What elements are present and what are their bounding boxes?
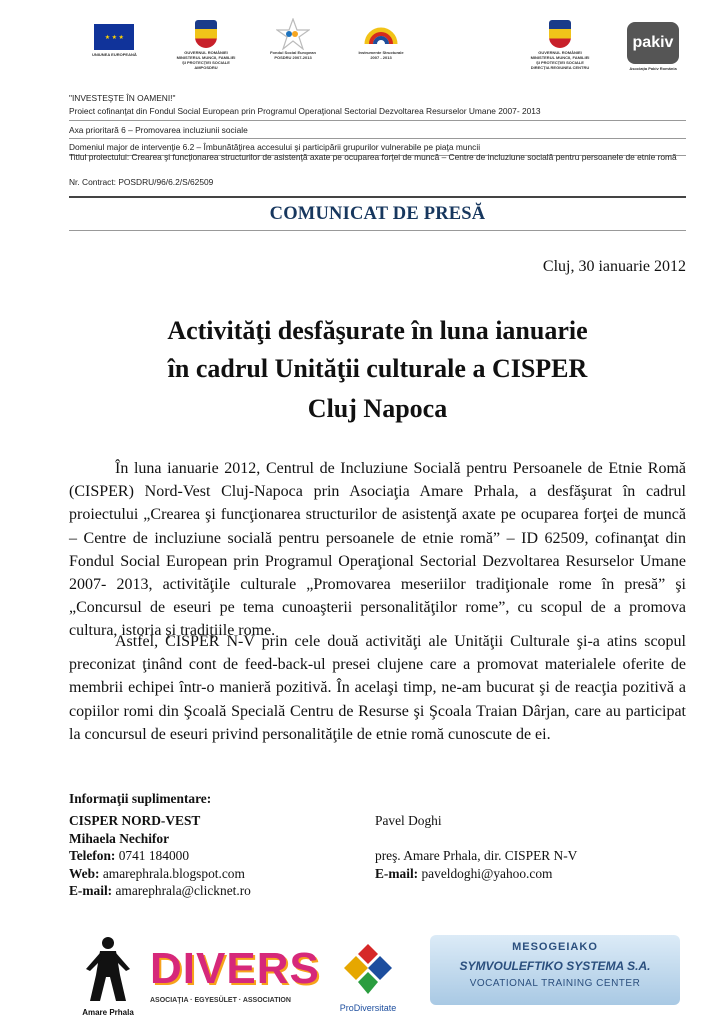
- body-paragraph-2-text: Astfel, CISPER N-V prin cele două activităţi ale Unităţii Culturale şi-a atins scopul preconizat ţinând cont de feed-back-ul presei clujene care a promovat materialele oferite de membrii echipei într-o manieră pozitivă. În acelaşi timp, ne-am bucurat şi de reacţia pozitivă a copiilor romi din Şcoală Specială Centru de Resurse şi Şcoala Traian Dârjan, care au participat la concursul de eseuri privind personalităţile de etnie romă cunoscute de ei.: [69, 633, 686, 743]
- government-logo-amposdru: [168, 20, 244, 70]
- info-left-column: [69, 812, 251, 900]
- mesogeiako-logo: [430, 935, 680, 1005]
- government-caption-2: GUVERNUL ROMÂNIEI MINISTERUL MUNCII, FAMILIEI ŞI PROTECŢIEI SOCIALE DIRECŢIA REGIUNEA CENTRU: [530, 50, 590, 70]
- info-heading-text: Informaţii suplimentare:: [69, 791, 212, 806]
- header-divider: [69, 138, 686, 139]
- puzzle-figures-icon: [338, 938, 398, 1000]
- sun-icon: [361, 18, 401, 50]
- eu-flag-icon: ★ ★ ★: [94, 24, 134, 50]
- president-email-link[interactable]: paveldoghi@yahoo.com: [418, 865, 553, 881]
- email-link[interactable]: amarephrala@clicknet.ro: [112, 883, 251, 899]
- phone-value: 0741 184000: [115, 848, 190, 864]
- document-title-line-2: în cadrul Unităţii culturale a CISPER: [167, 354, 588, 383]
- amare-prhala-label: Amare Prhala: [82, 1008, 134, 1017]
- header-slogan: "INVESTEŞTE ÎN OAMENI!": [69, 93, 176, 103]
- star-icon: [276, 18, 310, 50]
- body-paragraph-1: [69, 457, 686, 643]
- government-logo-centru: [520, 20, 600, 70]
- divers-subtitle: ASOCIAŢIA · EGYESÜLET · ASSOCIATION: [150, 997, 291, 1004]
- web-label: Web:: [69, 865, 100, 881]
- romania-crest-icon-2: [549, 20, 571, 48]
- president-email-label: E-mail:: [375, 865, 419, 881]
- fse-caption: Fondul Social European POSDRU 2007-2013: [270, 50, 316, 60]
- president-name: Pavel Doghi: [375, 813, 442, 828]
- header-axis: Axa prioritară 6 – Promovarea incluziunii sociale: [69, 125, 248, 135]
- mesogeiako-line-2: SYMVOULEFTIKO SYSTEMA S.A.: [459, 959, 651, 973]
- body-paragraph-1-text: În luna ianuarie 2012, Centrul de Incluziune Socială pentru Persoanele de Etnie Romă (CISPER) Nord-Vest Cluj-Napoca prin Asociaţia Amare Prhala, a desfăşurat în cadrul proiectului „Crearea şi funcţionarea structurilor de asistenţă axate pe ocuparea forţei de muncă – Centre de incluziune socială pentru persoanele de etnie romă” – ID 62509, cofinanţat din Fondul Social European prin Programul Operaţional Sectorial Dezvoltarea Resurselor Umane 2007- 2013, activităţile culturale „Promovarea meseriilor tradiţionale rome în presă” şi „Concursul de eseuri pe tema cunoaşterii personalităţilor rome”, cu scopul de a promova cultura, istoria şi tradiţiile rome.: [69, 460, 686, 640]
- contact-person: Mihaela Nechifor: [69, 830, 170, 846]
- document-date: Cluj, 30 ianuarie 2012: [542, 258, 686, 275]
- dancer-figures-icon: [80, 935, 136, 1005]
- email-label: E-mail:: [69, 883, 113, 899]
- header-divider: [69, 120, 686, 121]
- divers-logo: [150, 945, 322, 1004]
- amare-prhala-logo: [80, 935, 136, 1017]
- web-link[interactable]: amarephrala.blogspot.com: [99, 865, 245, 881]
- body-paragraph-2: [69, 630, 686, 746]
- president-role: preş. Amare Prhala, dir. CISPER N-V: [375, 848, 578, 864]
- press-release-label: COMUNICAT DE PRESĂ: [69, 196, 686, 231]
- document-title-line-3: Cluj Napoca: [307, 394, 448, 423]
- pakiv-mark: pakiv: [627, 22, 679, 64]
- eu-logo: [92, 24, 137, 57]
- header-project-title: Titlul proiectului: Crearea şi funcţionarea structurilor de asistenţă axate pe ocuparea forţei de muncă – Centre de incluziune socială pentru persoanele de etnie romă: [69, 152, 677, 162]
- divers-mark: DIVERS: [150, 944, 320, 993]
- header-domain: Domeniul major de intervenţie 6.2 – Îmbunătăţirea accesului şi participării grupurilor vulnerabile pe piaţa muncii: [69, 142, 481, 152]
- fse-logo: [262, 18, 324, 60]
- phone-label: Telefon:: [69, 848, 116, 864]
- pakiv-logo: [620, 22, 686, 71]
- structural-instruments-logo: [350, 18, 412, 60]
- info-heading: [69, 790, 211, 808]
- romania-crest-icon: [195, 20, 217, 48]
- document-title-line-1: Activităţi desfăşurate în luna ianuarie: [167, 316, 588, 345]
- government-caption-1: GUVERNUL ROMÂNIEI MINISTERUL MUNCII, FAMILIEI ŞI PROTECŢIEI SOCIALE AMPOSDRU: [176, 50, 236, 70]
- header-contract: Nr. Contract: POSDRU/96/6.2/S/62509: [69, 177, 214, 187]
- pakiv-caption: Asociaţia Pakiv România: [629, 66, 677, 71]
- info-right-column: [375, 812, 577, 882]
- header-cofinance: Proiect cofinanţat din Fondul Social European prin Programul Operaţional Sectorial Dezvoltarea Resurselor Umane 2007- 2013: [69, 106, 541, 116]
- is-caption: Instrumente Structurale 2007 - 2013: [358, 50, 404, 60]
- org-name: CISPER NORD-VEST: [69, 813, 201, 828]
- eu-caption: UNIUNEA EUROPEANĂ: [92, 52, 137, 57]
- mesogeiako-line-1: MESOGEIAKO: [512, 941, 598, 953]
- mesogeiako-line-3: VOCATIONAL TRAINING CENTER: [469, 978, 641, 989]
- prodiversitate-logo: [332, 938, 404, 1013]
- prodiversitate-label: ProDiversitate: [339, 1003, 397, 1013]
